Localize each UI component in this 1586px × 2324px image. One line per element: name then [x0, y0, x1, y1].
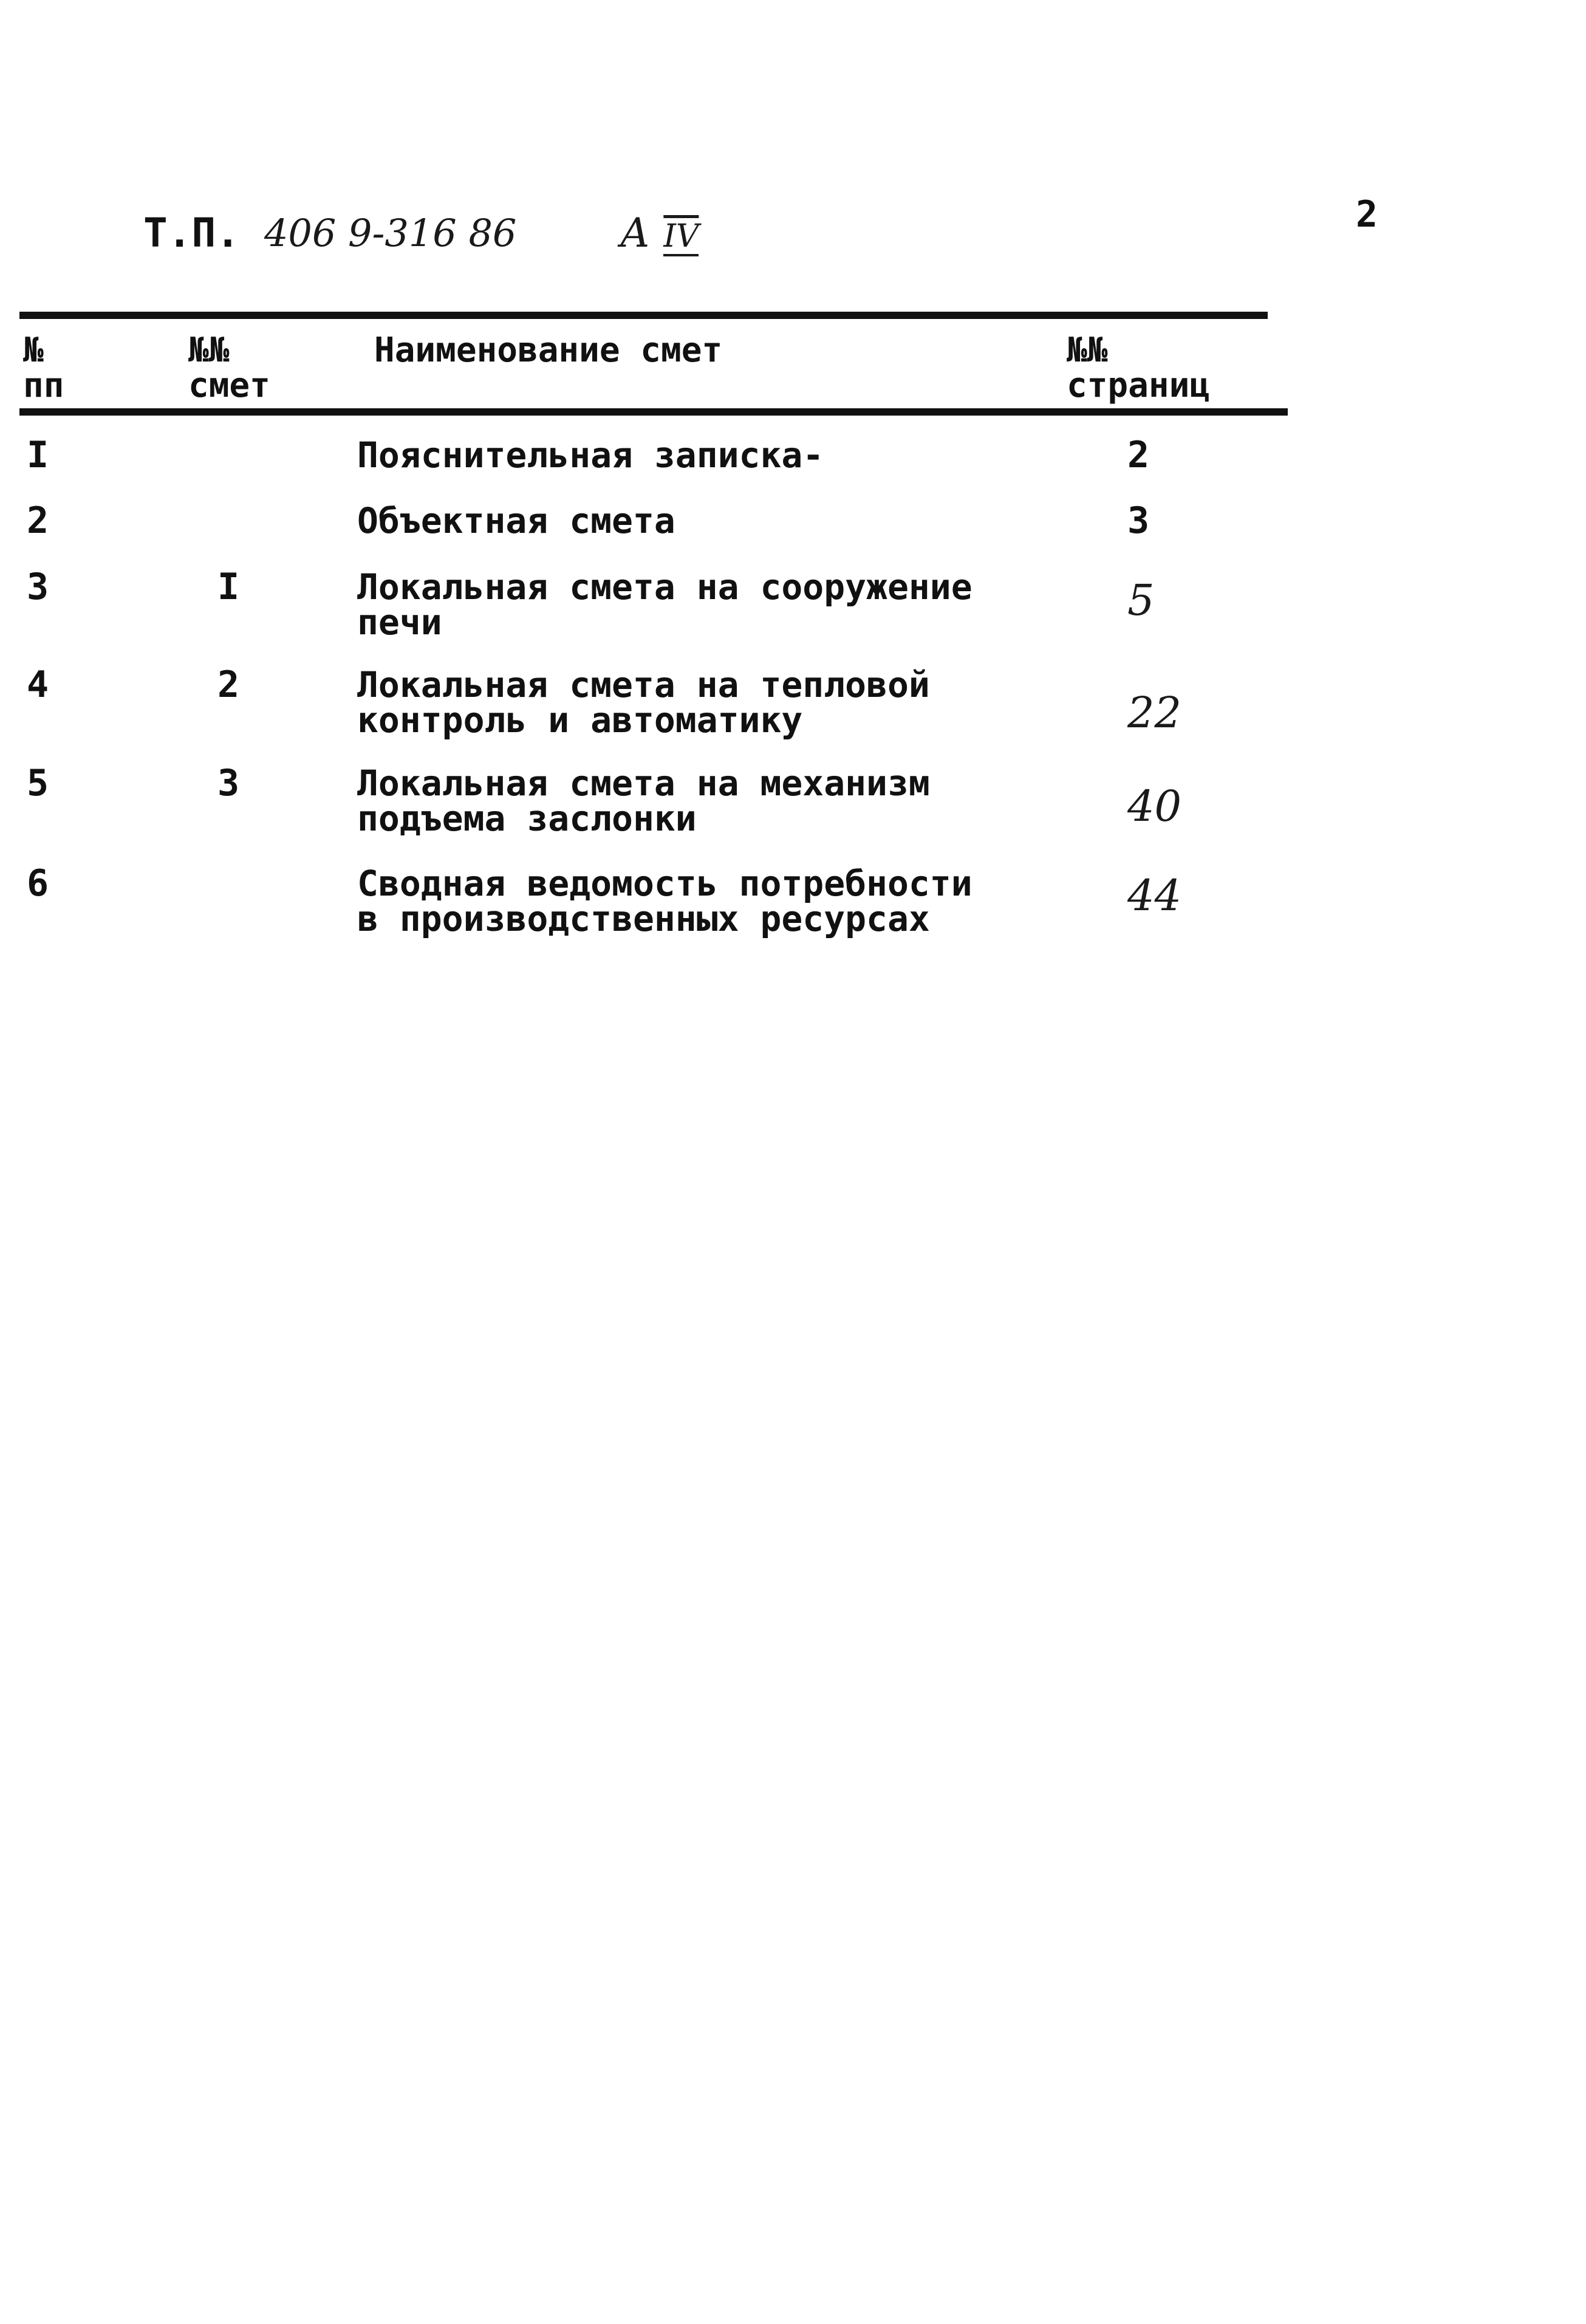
row-smeta-number: I [217, 566, 240, 608]
tp-label: Т.П. [143, 210, 240, 257]
row-name: Локальная смета на тепловой контроль и автоматику [357, 664, 930, 741]
row-page: 22 [1127, 688, 1182, 738]
row-page: 44 [1127, 871, 1182, 920]
page-number: 2 [1356, 193, 1378, 236]
column-header-pages: №№ страниц [1067, 331, 1211, 405]
column-header-smeta: №№ смет [188, 331, 270, 405]
row-name: Сводная ведомость потребности в производственных ресурсах [357, 863, 972, 939]
column-header-name: Наименование смет [374, 331, 723, 370]
row-smeta-number: 3 [217, 762, 240, 804]
row-name: Объектная смета [357, 500, 675, 541]
row-page: 5 [1127, 575, 1155, 625]
row-page: 40 [1127, 781, 1182, 831]
row-number: 3 [27, 566, 49, 608]
row-number: 6 [27, 862, 49, 905]
row-number: 2 [27, 499, 49, 542]
row-smeta-number: 2 [217, 663, 240, 706]
row-number: I [27, 434, 49, 476]
album-letter: А [620, 210, 651, 256]
row-name: Локальная смета на механизм подъема заслонки [357, 763, 930, 839]
row-number: 5 [27, 762, 49, 804]
album-mark [620, 210, 699, 256]
document-header [143, 210, 699, 256]
row-name: Локальная смета на сооружение печи [357, 566, 972, 643]
column-header-no: № пп [23, 331, 64, 405]
row-page: 2 [1127, 434, 1150, 476]
tp-number: 406 9-316 86 [264, 211, 517, 256]
table-top-rule [19, 312, 1268, 319]
table-header-rule [19, 408, 1288, 416]
row-page: 3 [1127, 499, 1150, 542]
row-name: Пояснительная записка- [357, 434, 824, 476]
album-roman: $\overline{IV}$ [663, 219, 699, 256]
row-number: 4 [27, 663, 49, 706]
